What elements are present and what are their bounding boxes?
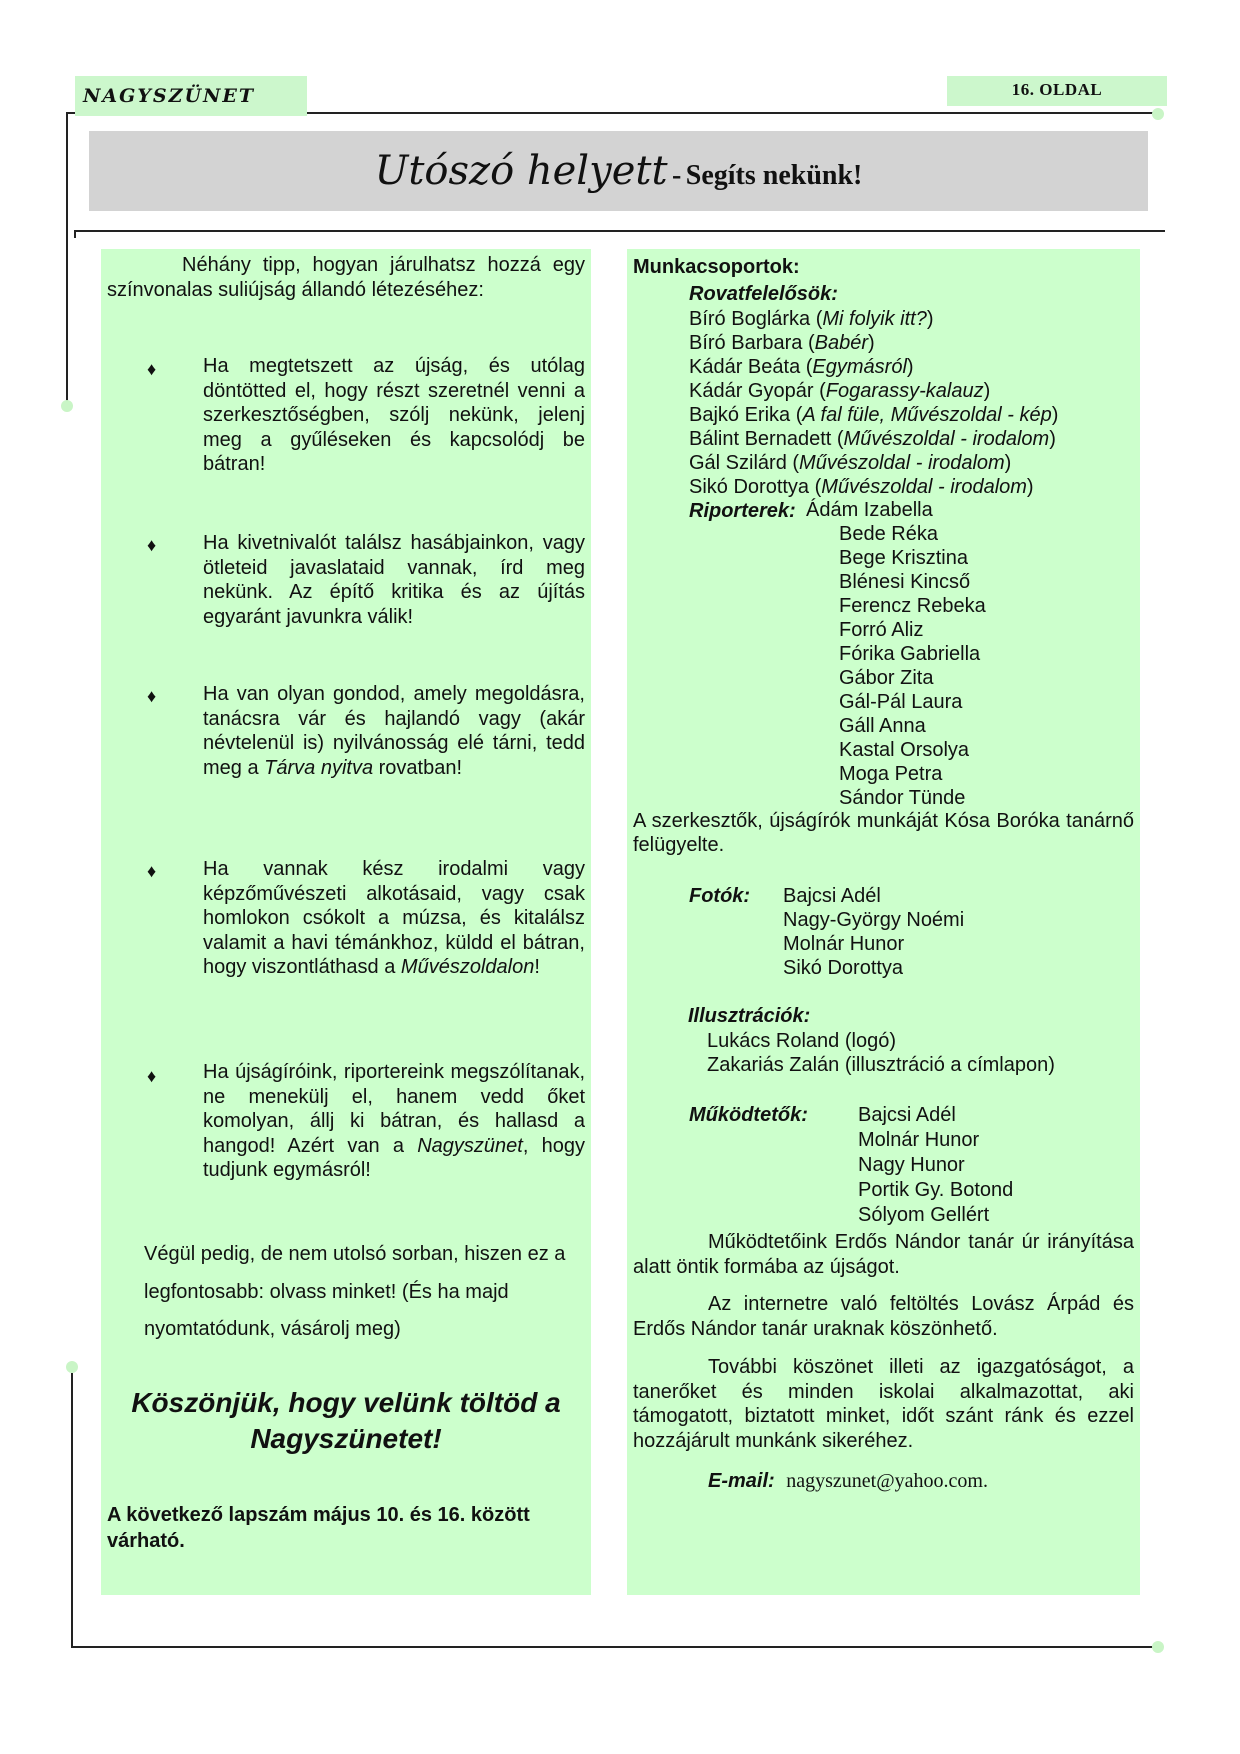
tip-3 <box>203 682 585 780</box>
tip-3-end: rovatban! <box>373 756 463 779</box>
operators-note: Működtetőink Erdős Nándor tanár úr irányítása alatt öntik formába az újságot. <box>633 1231 1134 1278</box>
footer-rule <box>71 1646 1153 1648</box>
editor-entry: Bajkó Erika (A fal füle, Művészoldal - kép) <box>689 404 1059 426</box>
tip-2: Ha kivetnivalót találsz hasábjainkon, vagy ötleteid javaslataid vannak, írd meg nekünk. Az építő kritika és az újítás egyaránt javunkra válik! <box>203 532 585 628</box>
tip-5-end: , hogy tudjunk egymásról! <box>203 1134 586 1181</box>
editor-name: Gál Szilárd <box>689 452 787 474</box>
reporter-name: Gáll Anna <box>839 715 926 737</box>
editor-section: Művészoldal - irodalom <box>799 452 1005 474</box>
editor-name: Bíró Boglárka <box>689 308 811 330</box>
editor-name: Sikó Dorottya <box>689 476 810 498</box>
tip-5-newspaper: Nagyszünet <box>417 1134 523 1157</box>
tip-3-section: Tárva nyitva <box>264 756 374 779</box>
thanks-heading <box>101 1385 591 1457</box>
operators-label: Működtetők: <box>689 1104 808 1126</box>
reporter-name: Fórika Gabriella <box>839 643 981 665</box>
editor-section: Egymásról <box>812 356 907 378</box>
email-address[interactable]: nagyszunet@yahoo.com. <box>786 1470 988 1492</box>
editor-entry: Bíró Barbara (Babér) <box>689 332 875 354</box>
thanks-line-1: Köszönjük, hogy velünk töltöd a <box>131 1387 561 1418</box>
reporters-list <box>806 498 986 810</box>
bullet-icon: ♦ <box>147 686 157 706</box>
editor-section: Fogarassy-kalauz <box>825 380 984 402</box>
closing-paragraph: Végül pedig, de nem utolsó sorban, hiszen ez a legfontosabb: olvass minket! (És ha majd nyomtatódunk, vásárolj meg) <box>144 1243 566 1340</box>
editor-entry: Bíró Boglárka (Mi folyik itt?) <box>689 308 934 330</box>
reporter-name: Kastal Orsolya <box>839 739 970 761</box>
operators-list <box>858 1103 1013 1228</box>
operator-name: Bajcsi Adél <box>858 1104 956 1126</box>
reporter-name: Forró Aliz <box>839 619 924 641</box>
bullet-icon: ♦ <box>147 535 157 555</box>
supervision-note: A szerkesztők, újságírók munkáját Kósa Boróka tanárnő felügyelte. <box>633 810 1134 856</box>
operator-name: Portik Gy. Botond <box>858 1179 1014 1201</box>
masthead-logo: NAGYSZÜNET <box>75 76 307 116</box>
editor-name: Kádár Beáta <box>689 356 801 378</box>
thanks-note: További köszönet illeti az igazgatóságot, a tanerőket és minden iskolai alkalmazottat, aki támogatott, biztatott minket, időt szánt ránk és ezzel hozzájárult munkánk sikeréhez. <box>633 1356 1134 1452</box>
tip-3-text: Ha van olyan gondod, amely megoldásra, tanácsra vár és hajlandó vagy (akár névtelenül is) nyilvánosság elé tárni, tedd meg a <box>203 683 585 779</box>
editor-entry: Bálint Bernadett (Művészoldal - irodalom) <box>689 428 1056 450</box>
reporter-name: Ferencz Rebeka <box>839 595 986 617</box>
left-frame-line <box>66 112 68 404</box>
tip-5 <box>203 1060 585 1183</box>
reporter-name: Gábor Zita <box>839 667 934 689</box>
email-line <box>708 1470 988 1493</box>
editor-section: Mi folyik itt? <box>822 308 927 330</box>
email-label: E-mail: <box>708 1470 775 1492</box>
reporter-name: Gál-Pál Laura <box>839 691 963 713</box>
editor-name: Kádár Gyopár <box>689 380 814 402</box>
editor-name: Bálint Bernadett <box>689 428 832 450</box>
photographer-name: Sikó Dorottya <box>783 957 904 979</box>
frame-dot <box>61 400 73 412</box>
page-subtitle: Segíts nekünk! <box>685 160 863 191</box>
tip-1: Ha megtetszett az újság, és utólag döntötted el, hogy részt szeretnél venni a szerkesztőségben, szólj nekünk, jelenj meg a gyűléseken és kapcsolódj be bátran! <box>203 355 585 475</box>
photographer-name: Nagy-György Noémi <box>783 909 965 931</box>
photos-label: Fotók: <box>689 885 751 907</box>
bullet-icon: ♦ <box>147 1066 157 1086</box>
frame-dot <box>1152 1641 1164 1653</box>
title-dash: - <box>671 160 682 191</box>
editor-name: Bíró Barbara <box>689 332 803 354</box>
reporter-name: Moga Petra <box>839 763 943 785</box>
page-title-bar <box>89 131 1148 211</box>
photos-list <box>783 884 964 980</box>
operator-name: Sólyom Gellért <box>858 1204 990 1226</box>
thanks-line-2: Nagyszünetet! <box>250 1423 442 1454</box>
reporter-name: Bede Réka <box>839 523 938 545</box>
section-rule <box>75 230 1165 232</box>
editor-section: A fal füle, Művészoldal - kép <box>802 404 1052 426</box>
editor-entry: Sikó Dorottya (Művészoldal - irodalom) <box>689 476 1034 498</box>
section-frame-line <box>74 230 76 238</box>
editor-entry: Kádár Gyopár (Fogarassy-kalauz) <box>689 380 991 402</box>
bullet-icon: ♦ <box>147 861 157 881</box>
illustrator-entry: Zakariás Zalán (illusztráció a címlapon) <box>707 1054 1055 1076</box>
tip-4-section: Művészoldalon <box>400 956 535 978</box>
operator-name: Molnár Hunor <box>858 1129 980 1151</box>
illustrator-entry: Lukács Roland (logó) <box>707 1030 896 1052</box>
intro-text: Néhány tipp, hogyan járulhatsz hozzá egy színvonalas suliújság állandó létezéséhez: <box>107 254 585 301</box>
photographer-name: Molnár Hunor <box>783 933 905 955</box>
reporter-name: Bege Krisztina <box>839 547 968 569</box>
editor-entry: Kádár Beáta (Egymásról) <box>689 356 914 378</box>
reporters-label: Riporterek: <box>689 500 796 522</box>
illustrations-label: Illusztrációk: <box>688 1005 811 1027</box>
editors-label: Rovatfelelősök: <box>689 283 838 305</box>
frame-dot <box>1152 108 1164 120</box>
tip-4-end: ! <box>534 956 540 978</box>
operator-name: Nagy Hunor <box>858 1154 965 1176</box>
intro-paragraph <box>107 253 585 302</box>
tip-5-text: Ha újságíróink, riportereink megszólítanak, ne menekülj el, hanem vedd őket komolyan, állj ki bátran, és hallasd a hangod! Azért van a <box>203 1061 585 1157</box>
bottom-frame-line <box>71 1373 73 1648</box>
bullet-icon: ♦ <box>147 359 157 379</box>
tip-4 <box>203 857 585 980</box>
reporter-name: Blénesi Kincső <box>839 571 971 593</box>
reporter-name: Sándor Tünde <box>839 787 966 809</box>
photographer-name: Bajcsi Adél <box>783 885 881 907</box>
illustrations-list <box>707 1029 1055 1077</box>
editor-section: Művészoldal - irodalom <box>843 428 1050 450</box>
work-groups-heading: Munkacsoportok: <box>633 256 800 278</box>
next-issue-note: A következő lapszám május 10. és 16. között várható. <box>107 1504 530 1552</box>
editors-list <box>689 307 1058 499</box>
page-title-script: Utószó helyett <box>374 148 668 194</box>
editor-name: Bajkó Erika <box>689 404 791 426</box>
editor-section: Babér <box>814 332 868 354</box>
reporter-name: Ádám Izabella <box>806 499 933 521</box>
tip-4-text: Ha vannak kész irodalmi vagy képzőművészeti alkotásaid, vagy csak homlokon csókolt a múzsa, és kitalálsz valamit a havi témánkhoz, küldd el bátran, hogy viszontláthasd a <box>203 858 585 978</box>
frame-dot <box>66 1361 78 1373</box>
editor-section: Művészoldal - irodalom <box>821 476 1027 498</box>
page-number-label: 16. OLDAL <box>947 76 1167 106</box>
upload-note: Az internetre való feltöltés Lovász Árpád és Erdős Nándor tanár uraknak köszönhető. <box>633 1293 1134 1340</box>
editor-entry: Gál Szilárd (Művészoldal - irodalom) <box>689 452 1012 474</box>
